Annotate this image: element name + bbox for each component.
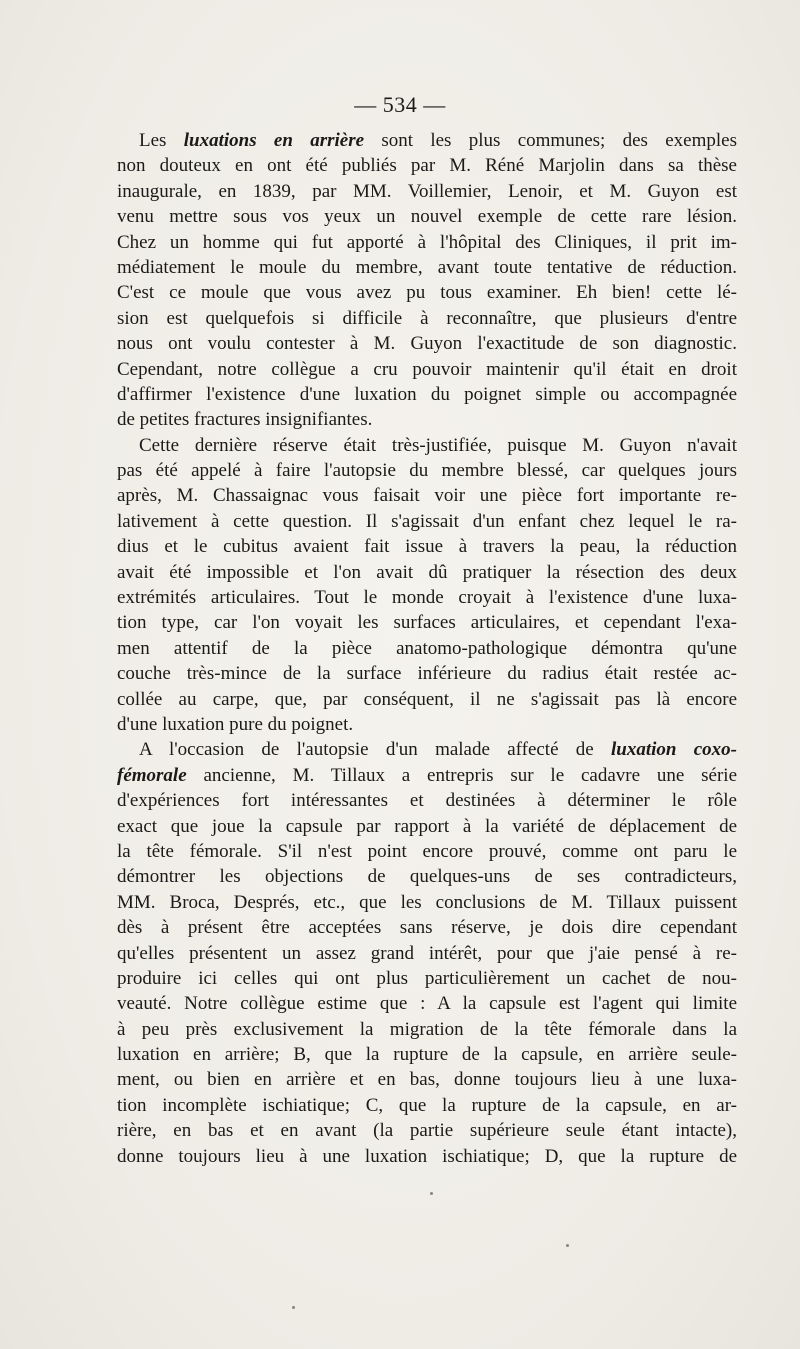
text-segment: Chez un homme qui fut apporté à l'hôpital des Cliniques, il prit im- [117,231,737,253]
text-segment: non douteux en ont été publiés par M. Réné Marjolin dans sa thèse [117,155,737,177]
text-line [117,433,737,458]
text-segment: pas été appelé à faire l'autopsie du membre blessé, car quelques jours [117,460,737,482]
text-segment: après, M. Chassaignac vous faisait voir une pièce fort importante re- [117,485,737,507]
text-segment: donne toujours lieu à une luxation ischiatique; D, que la rupture de [117,1145,737,1167]
text-line [117,357,737,382]
text-segment: qu'elles présentent un assez grand intérêt, pour que j'aie pensé à re- [117,942,737,964]
text-segment: sont les plus communes; des exemples [364,130,737,151]
italic-text: luxation coxo- [611,739,737,761]
italic-text: fémorale [117,764,187,786]
text-segment: d'une luxation pure du poignet. [117,713,354,735]
text-line [117,839,737,864]
text-line [117,661,737,686]
text-line [117,712,737,737]
text-line [117,788,737,813]
text-line [117,966,737,991]
text-line [117,1093,737,1118]
text-line [117,128,737,153]
page-number: — 534 — [354,92,446,117]
text-line [117,864,737,889]
text-segment: MM. Broca, Després, etc., que les conclusions de M. Tillaux puissent [117,891,737,913]
text-line [117,153,737,178]
paper-speck [430,1192,433,1195]
text-segment: collée au carpe, que, par conséquent, il ne s'agissait pas là encore [117,688,737,710]
text-line [117,534,737,559]
text-line [117,890,737,915]
text-segment: médiatement le moule du membre, avant toute tentative de réduction. [117,256,737,278]
text-line [117,382,737,407]
text-segment: A l'occasion de l'autopsie d'un malade affecté de [139,739,611,761]
text-line [117,407,737,432]
text-segment: Les [139,130,184,151]
text-line [117,915,737,940]
text-segment: Cependant, notre collègue a cru pouvoir maintenir qu'il était en droit [117,358,737,380]
text-segment: tion incomplète ischiatique; C, que la rupture de la capsule, en ar- [117,1094,737,1116]
text-segment: dès à présent être acceptées sans réserve, je dois dire cependant [117,917,737,939]
text-segment: produire ici celles qui ont plus particulièrement un cachet de nou- [117,967,737,989]
text-line [117,636,737,661]
text-segment: à peu près exclusivement la migration de la tête fémorale dans la [117,1018,737,1040]
text-line [117,204,737,229]
text-line [117,179,737,204]
text-segment: veauté. Notre collègue estime que : A la capsule est l'agent qui limite [117,993,737,1015]
text-segment: démontrer les objections de quelques-uns de ses contradicteurs, [117,866,737,888]
text-line [117,1042,737,1067]
text-line [117,509,737,534]
text-line [117,737,737,762]
text-segment: men attentif de la pièce anatomo-pathologique démontra qu'une [117,637,737,659]
text-line [117,1118,737,1143]
paper-speck [292,1306,295,1309]
text-line [117,458,737,483]
text-segment: la tête fémorale. S'il n'est point encore prouvé, comme ont paru le [117,840,737,862]
text-line [117,1144,737,1169]
text-line [117,280,737,305]
text-segment: sion est quelquefois si difficile à reconnaître, que plusieurs d'entre [117,307,737,329]
text-line [117,483,737,508]
italic-text: luxations en arrière [183,130,365,151]
text-segment: luxation en arrière; B, que la rupture de la capsule, en arrière seule- [117,1044,737,1066]
text-segment: Cette dernière réserve était très-justifiée, puisque M. Guyon n'avait [139,434,737,456]
text-segment: d'affirmer l'existence d'une luxation du poignet simple ou accompagnée [117,383,737,405]
text-line [117,230,737,255]
text-segment: dius et le cubitus avaient fait issue à travers la peau, la réduction [117,536,737,558]
text-segment: exact que joue la capsule par rapport à la variété de déplacement de [117,815,737,837]
text-line [117,991,737,1016]
text-segment: venu mettre sous vos yeux un nouvel exemple de cette rare lésion. [117,206,737,228]
text-segment: d'expériences fort intéressantes et destinées à déterminer le rôle [117,790,737,812]
text-segment: de petites fractures insignifiantes. [117,409,373,431]
text-line [117,941,737,966]
text-line [117,560,737,585]
text-line [117,687,737,712]
text-segment: extrémités articulaires. Tout le monde croyait à l'existence d'une luxa- [117,587,737,609]
text-line [117,306,737,331]
text-line [117,255,737,280]
text-segment: C'est ce moule que vous avez pu tous examiner. Eh bien! cette lé- [117,282,737,304]
text-segment: lativement à cette question. Il s'agissait d'un enfant chez lequel le ra- [117,510,737,532]
text-segment: ment, ou bien en arrière et en bas, donne toujours lieu à une luxa- [117,1069,737,1091]
text-segment: avait été impossible et l'on avait dû pratiquer la résection des deux [117,561,737,583]
text-line [117,331,737,356]
text-line [117,763,737,788]
text-line [117,814,737,839]
body-text [117,128,737,1169]
text-segment: nous ont voulu contester à M. Guyon l'exactitude de son diagnostic. [117,333,737,355]
paper-speck [566,1244,569,1247]
text-segment: inaugurale, en 1839, par MM. Voillemier, Lenoir, et M. Guyon est [117,180,737,202]
text-segment: rière, en bas et en avant (la partie supérieure seule étant intacte), [117,1120,737,1142]
text-line [117,1067,737,1092]
text-segment: couche très-mince de la surface inférieure du radius était restée ac- [117,663,737,685]
text-line [117,585,737,610]
text-line [117,610,737,635]
text-line [117,1017,737,1042]
text-segment: tion type, car l'on voyait les surfaces articulaires, et cependant l'exa- [117,612,737,634]
text-segment: ancienne, M. Tillaux a entrepris sur le cadavre une série [186,764,737,786]
